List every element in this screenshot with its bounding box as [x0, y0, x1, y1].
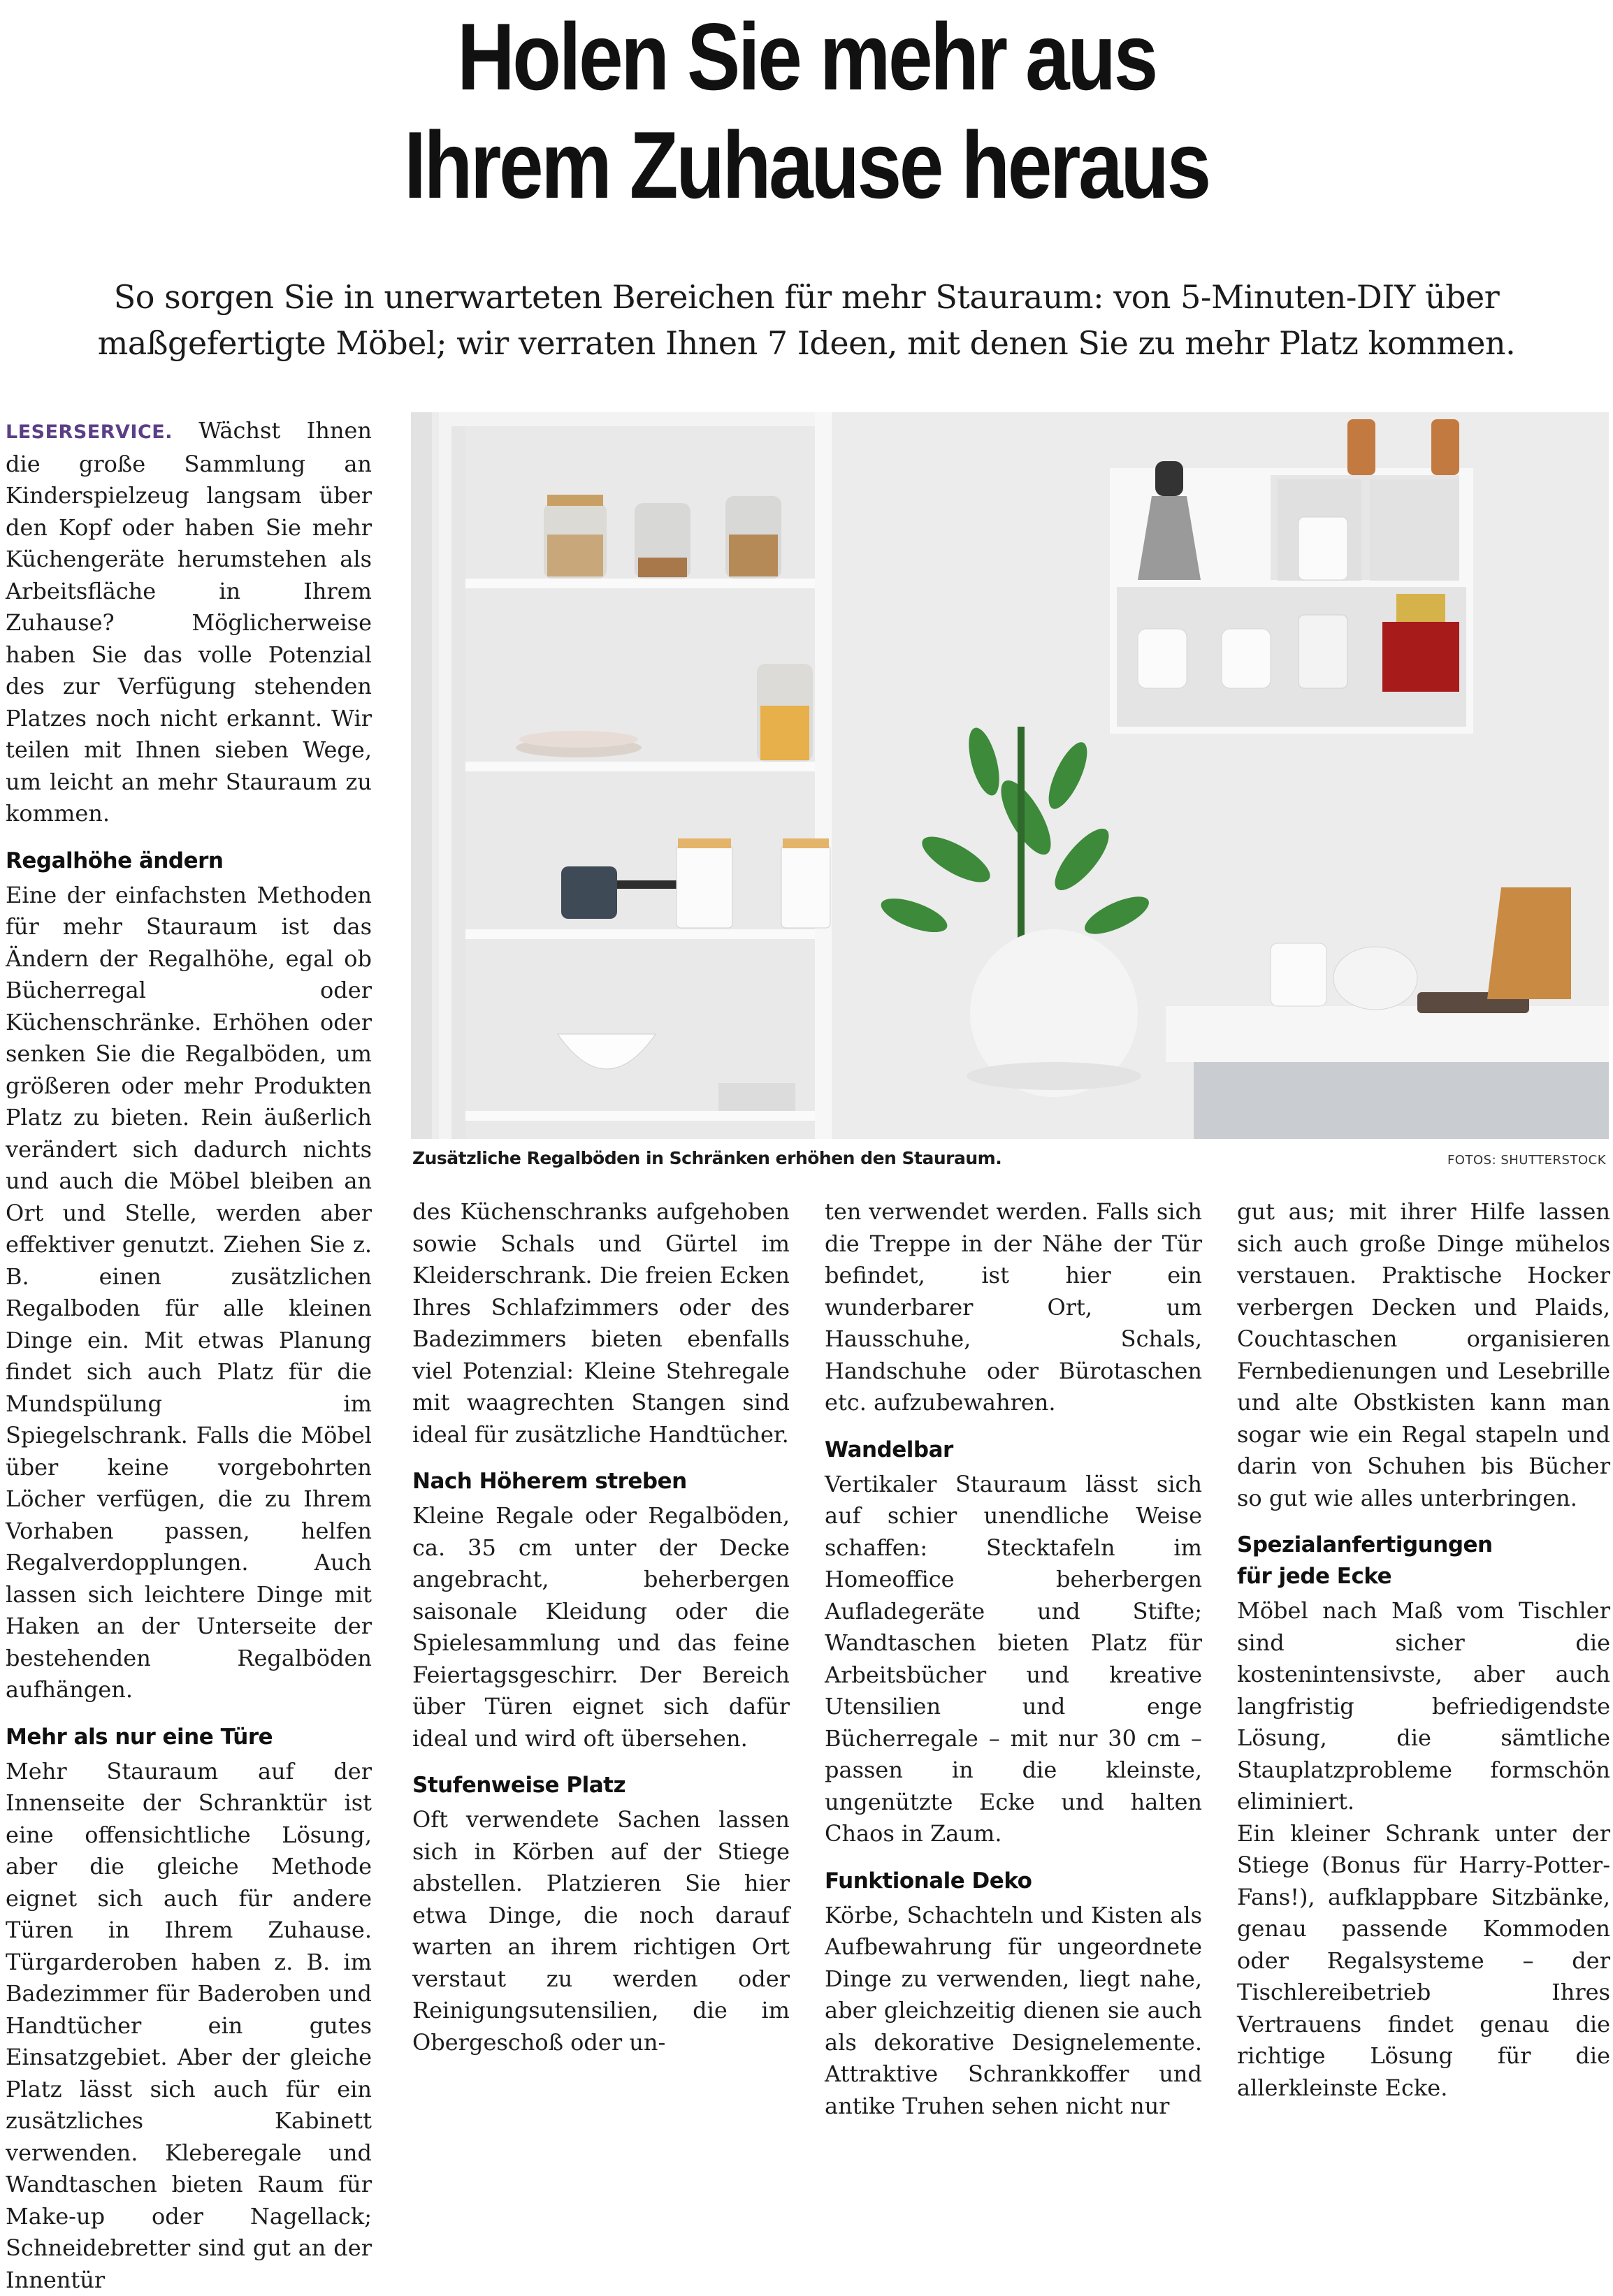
- section-text-stufenweise-b: ten verwendet werden. Falls sich die Treppe in der Nähe der Tür befindet, ist hier ein wunderbarer Ort, um Hausschuhe, Schals, Handschuhe oder Bürotaschen etc. aufzubewahren.: [825, 1196, 1202, 1419]
- section-title-tuere: Mehr als nur eine Türe: [6, 1722, 372, 1753]
- section-title-wandelbar: Wandelbar: [825, 1434, 1202, 1466]
- section-text-spezial-b: Ein kleiner Schrank unter der Stiege (Bonus für Harry-Potter-Fans!), aufklappbare Sitzbänke, genau passende Kommoden oder Regalsysteme – der Tischlereibetrieb Ihres Vertrauens findet genau die richtige Lösung für die allerkleinste Ecke.: [1237, 1818, 1610, 2105]
- section-title-stufenweise: Stufenweise Platz: [412, 1770, 790, 1801]
- section-text-deko-a: Körbe, Schachteln und Kisten als Aufbewahrung für ungeordnete Dinge zu verwenden, liegt nahe, aber gleichzeitig dienen sie auch als dekorative Designelemente. Attraktive Schrankkoffer und antike Truhen sehen nicht nur: [825, 1900, 1202, 2123]
- headline-line-1: Holen Sie mehr aus: [129, 3, 1484, 111]
- intro-text: Wächst Ihnen die große Sammlung an Kinderspielzeug langsam über den Kopf oder haben Sie mehr Küchengeräte herumstehen als Arbeitsfläche in Ihrem Zuhause? Möglicherweise haben Sie das volle Potenzial des zur Verfügung stehenden Platzes noch nicht erkannt. Wir teilen mit Ihnen sieben Wege, um leicht an mehr Stauraum zu kommen.: [6, 417, 372, 827]
- section-title-spezial-line-1: Spezialanfertigungen: [1237, 1532, 1493, 1557]
- section-title-regalhoehe: Regalhöhe ändern: [6, 845, 372, 877]
- subtitle-line-2: maßgefertigte Möbel; wir verraten Ihnen 7 Ideen, mit denen Sie zu mehr Platz kommen.: [0, 320, 1613, 366]
- section-text-regalhoehe: Eine der einfachsten Methoden für mehr Stauraum ist das Ändern der Regalhöhe, egal ob Bücherregal oder Küchenschränke. Erhöhen oder senken Sie die Regalböden, um größeren oder mehr Produkten Platz zu bieten. Rein äußerlich verändert sich dadurch nichts und auch die Möbel bleiben an Ort und Stelle, werden aber effektiver genutzt. Ziehen Sie z. B. einen zusätzlichen Regalboden für alle kleinen Dinge ein. Mit etwas Planung findet sich auch Platz für die Mundspülung im Spiegelschrank. Falls die Möbel über keine vorgebohrten Löcher verfügen, die zu Ihrem Vorhaben passen, helfen Regalverdopplungen. Auch lassen sich leichtere Dinge mit Haken an der Unterseite der bestehenden Regalböden aufhängen.: [6, 880, 372, 1706]
- photo-illustration: [411, 412, 1609, 1139]
- column-1: [6, 415, 372, 2296]
- section-title-spezial: [1237, 1530, 1610, 1592]
- subtitle-line-1: So sorgen Sie in unerwarteten Bereichen für mehr Stauraum: von 5-Minuten-DIY über: [0, 274, 1613, 320]
- lead-label: LESERSERVICE.: [6, 421, 173, 443]
- section-text-stufenweise-a: Oft verwendete Sachen lassen sich in Körben auf der Stiege abstellen. Platzieren Sie hier etwa Dinge, die noch darauf warten an ihrem richtigen Ort verstaut zu werden oder Reinigungsutensilien, die im Obergeschoß oder un-: [412, 1804, 790, 2058]
- section-title-spezial-line-2: für jede Ecke: [1237, 1564, 1391, 1589]
- kitchen-shelf-photo: [411, 412, 1609, 1139]
- subtitle: [0, 274, 1613, 366]
- column-3: [825, 1196, 1202, 2122]
- section-text-spezial-a: Möbel nach Maß vom Tischler sind sicher die kostenintensivste, aber auch langfristig befriedigendste Lösung, die sämtliche Stauplatzprobleme formschön eliminiert.: [1237, 1595, 1610, 1818]
- section-text-tuere-b: des Küchenschranks aufgehoben sowie Schals und Gürtel im Kleiderschrank. Die freien Ecken Ihres Schlafzimmers oder des Badezimmers bieten ebenfalls viel Potenzial: Kleine Stehregale mit waagrechten Stangen sind ideal für zusätzliche Handtücher.: [412, 1196, 790, 1451]
- column-4: [1237, 1196, 1610, 2104]
- section-text-hoeherem: Kleine Regale oder Regalböden, ca. 35 cm unter der Decke angebracht, beherbergen saisonale Kleidung oder die Spielesammlung und das feine Feiertagsgeschirr. Der Bereich über Türen eignet sich dafür ideal und wird oft übersehen.: [412, 1500, 790, 1754]
- section-text-wandelbar: Vertikaler Stauraum lässt sich auf schier unendliche Weise schaffen: Stecktafeln im Homeoffice beherbergen Aufladegeräte und Stifte; Wandtaschen bieten Platz für Arbeitsbücher und kreative Utensilien und enge Bücherregale – mit nur 30 cm – passen in die kleinste, ungenützte Ecke und halten Chaos in Zaum.: [825, 1469, 1202, 1850]
- section-title-hoeherem: Nach Höherem streben: [412, 1466, 790, 1497]
- photo-credit: FOTOS: SHUTTERSTOCK: [1447, 1153, 1606, 1168]
- headline: [129, 3, 1484, 219]
- headline-line-2: Ihrem Zuhause heraus: [129, 111, 1484, 219]
- column-2: [412, 1196, 790, 2058]
- section-text-tuere-a: Mehr Stauraum auf der Innenseite der Schranktür ist eine offensichtliche Lösung, aber die gleiche Methode eignet sich auch für andere Türen in Ihrem Zuhause. Türgarderoben haben z. B. im Badezimmer für Baderoben und Handtücher ein gutes Einsatzgebiet. Aber der gleiche Platz lässt sich auch für ein zusätzliches Kabinett verwenden. Kleberegale und Wandtaschen bieten Raum für Make-up oder Nagellack; Schneidebretter sind gut an der Innentür: [6, 1756, 372, 2296]
- section-title-deko: Funktionale Deko: [825, 1866, 1202, 1897]
- section-text-deko-b: gut aus; mit ihrer Hilfe lassen sich auch große Dinge mühelos verstauen. Praktische Hocker verbergen Decken und Plaids, Couchtaschen organisieren Fernbedienungen und Lesebrille und alte Obstkisten kann man sogar wie ein Regal stapeln und darin von Schuhen bis Bücher so gut wie alles unterbringen.: [1237, 1196, 1610, 1514]
- intro-paragraph: [6, 415, 372, 830]
- photo-caption: Zusätzliche Regalböden in Schränken erhöhen den Stauraum.: [412, 1148, 1001, 1168]
